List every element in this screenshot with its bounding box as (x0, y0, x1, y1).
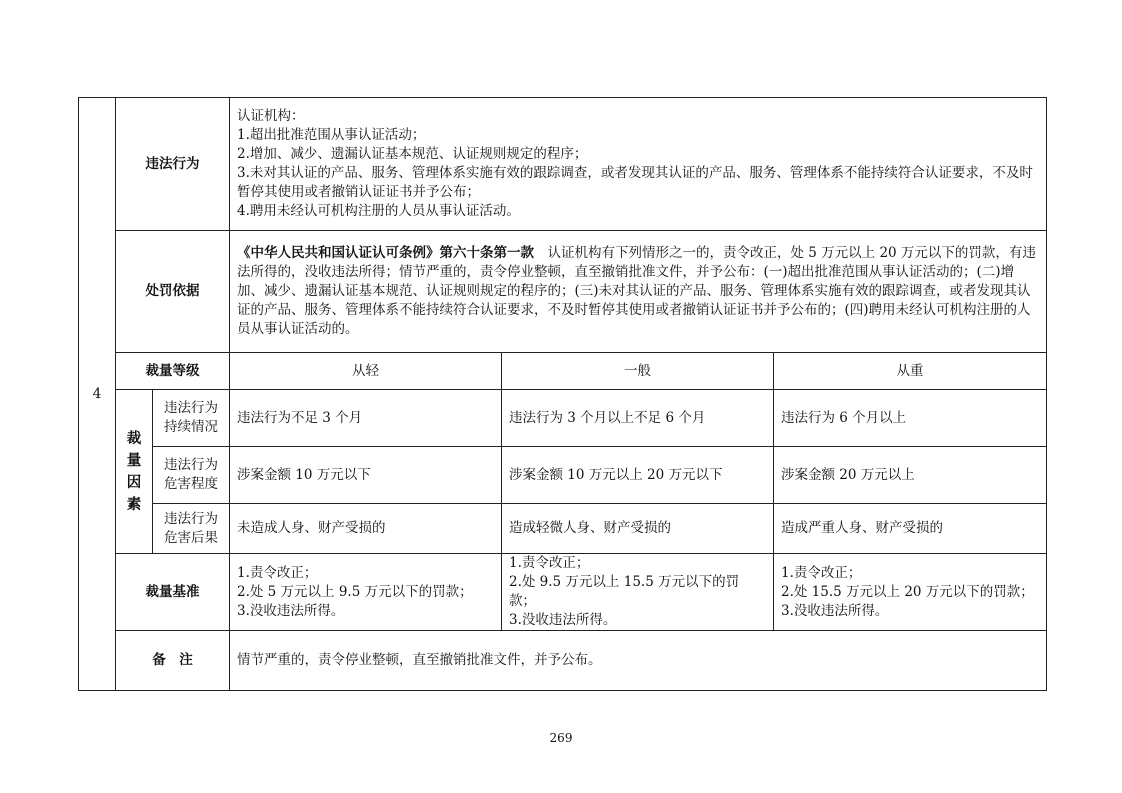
factor-row (79, 504, 1047, 554)
standard-line: 2.处 5 万元以上 9.5 万元以下的罚款； (237, 583, 473, 600)
law-article-text: 认证机构有下列情形之一的，责令改正，处 5 万元以上 20 万元以下的罚款，有违法所得的，没收违法所得；情节严重的，责令停业整顿，直至撤销批准文件，并予公布：(一)超出批准范围从事认证活动的；(二)增加、减少、遗漏认证基本规范、认证规则规定的程序的；(三)未对其认证的产品、服务、管理体系实施有效的跟踪调查，或者发现其认证的产品、服务、管理体系不能持续符合认证要求，不及时暂停其使用或者撤销认证证书并予公布的；(四)聘用未经认可机构注册的人员从事认证活动的。 (237, 245, 1036, 337)
remarks-content: 情节严重的，责令停业整顿，直至撤销批准文件，并予公布。 (230, 631, 1047, 691)
factor-name-line: 持续情况 (164, 419, 218, 435)
factor-light: 违法行为不足 3 个月 (230, 390, 502, 447)
factor-name-line: 违法行为 (164, 457, 218, 473)
discretion-standard-table (78, 97, 1047, 691)
factors-label-char: 因 (126, 474, 142, 491)
standard-line: 2.处 15.5 万元以上 20 万元以下的罚款； (781, 583, 1034, 600)
standard-line: 3.没收违法所得。 (781, 602, 889, 619)
level-heavy: 从重 (774, 353, 1047, 390)
violation-row (79, 98, 1047, 231)
violation-label: 违法行为 (116, 98, 230, 231)
factor-heavy: 造成严重人身、财产受损的 (774, 504, 1047, 554)
basis-row (79, 231, 1047, 353)
factor-row (79, 447, 1047, 504)
remarks-label: 备 注 (116, 631, 230, 691)
factor-name (153, 504, 230, 554)
violation-line: 1.超出批准范围从事认证活动； (237, 127, 426, 143)
standard-heavy (774, 554, 1047, 631)
factor-name-line: 违法行为 (164, 400, 218, 416)
standard-label: 裁量基准 (116, 554, 230, 631)
factor-normal: 违法行为 3 个月以上不足 6 个月 (502, 390, 774, 447)
standard-line: 3.没收违法所得。 (237, 602, 345, 619)
factors-label-char: 量 (126, 452, 142, 469)
levels-label: 裁量等级 (116, 353, 230, 390)
levels-row (79, 353, 1047, 390)
factor-row (79, 390, 1047, 447)
factor-normal: 涉案金额 10 万元以上 20 万元以下 (502, 447, 774, 504)
basis-content (230, 231, 1047, 353)
page-number: 269 (549, 731, 573, 745)
factors-label-char: 素 (126, 496, 142, 513)
factor-heavy: 涉案金额 20 万元以上 (774, 447, 1047, 504)
violation-line: 认证机构： (237, 108, 305, 124)
violation-line: 3.未对其认证的产品、服务、管理体系实施有效的跟踪调查，或者发现其认证的产品、服务、管理体系不能持续符合认证要求，不及时暂停其使用或者撤销认证证书并予公布； (237, 165, 1033, 200)
basis-label: 处罚依据 (116, 231, 230, 353)
factor-light: 涉案金额 10 万元以下 (230, 447, 502, 504)
factor-heavy: 违法行为 6 个月以上 (774, 390, 1047, 447)
remarks-row (79, 631, 1047, 691)
factor-name-line: 违法行为 (164, 510, 218, 527)
factor-light: 未造成人身、财产受损的 (230, 504, 502, 554)
standard-line: 3.没收违法所得。 (509, 612, 617, 628)
factor-name (153, 447, 230, 504)
level-normal: 一般 (502, 353, 774, 390)
factor-name-line: 危害后果 (164, 529, 218, 546)
law-article-title: 《中华人民共和国认证认可条例》第六十条第一款 (237, 245, 534, 261)
violation-line: 4.聘用未经认可机构注册的人员从事认证活动。 (237, 203, 520, 219)
standard-line: 1.责令改正； (781, 564, 862, 581)
level-light: 从轻 (230, 353, 502, 390)
standard-line: 2.处 9.5 万元以上 15.5 万元以下的罚款； (509, 574, 740, 609)
standard-normal (502, 554, 774, 631)
standard-line: 1.责令改正； (509, 555, 590, 571)
factor-name-line: 危害程度 (164, 476, 218, 492)
standard-line: 1.责令改正； (237, 564, 318, 581)
factors-label-char: 裁 (126, 430, 142, 447)
violation-content (230, 98, 1047, 231)
factors-label (116, 390, 153, 554)
standard-row (79, 554, 1047, 631)
factor-normal: 造成轻微人身、财产受损的 (502, 504, 774, 554)
factor-name (153, 390, 230, 447)
standard-light (230, 554, 502, 631)
item-number: 4 (79, 98, 116, 691)
violation-line: 2.增加、减少、遗漏认证基本规范、认证规则规定的程序； (237, 146, 588, 162)
